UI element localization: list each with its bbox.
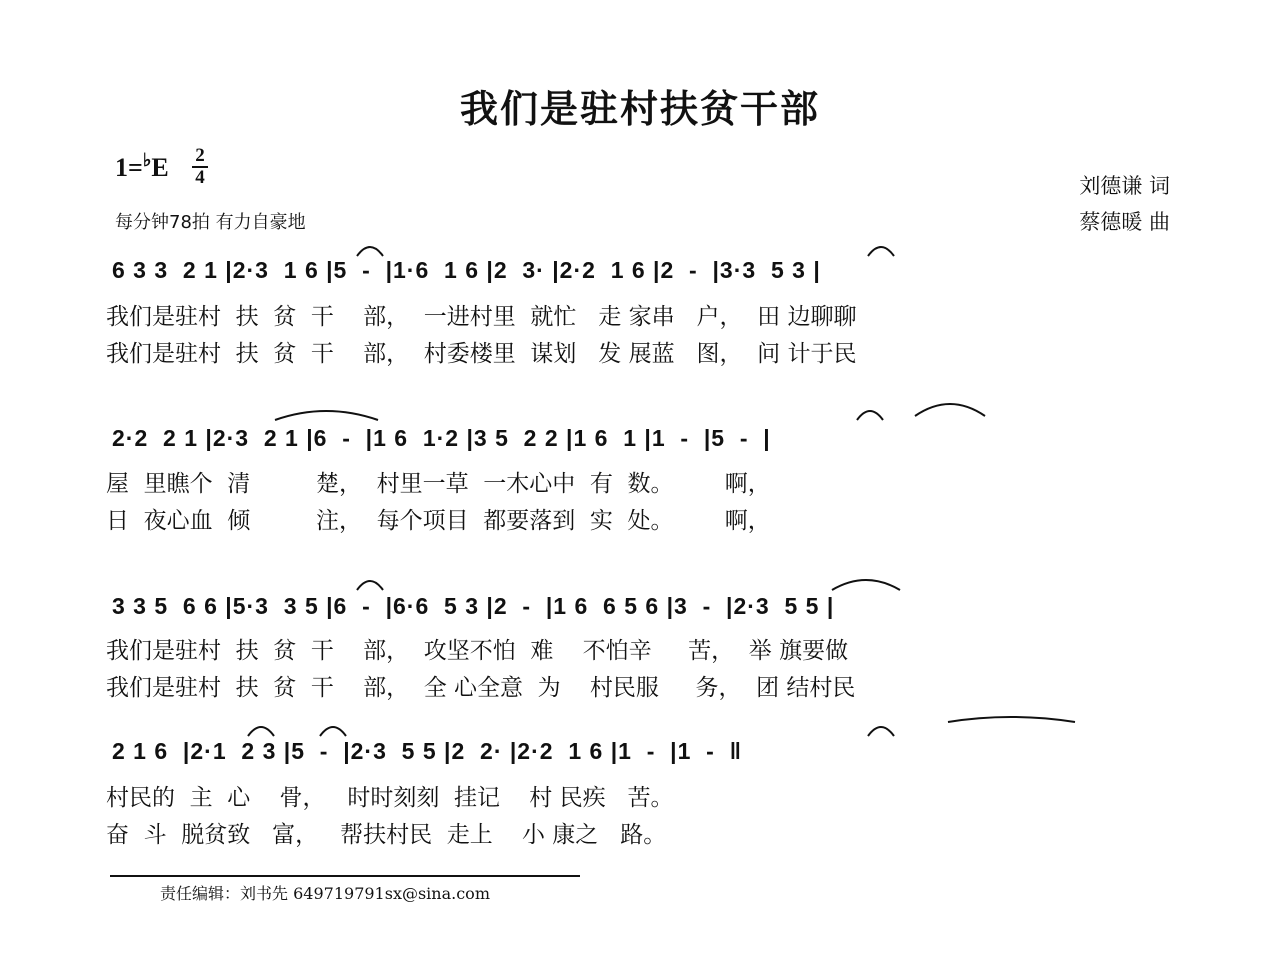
lyrics-line-4-verse-1: 村民的 主 心 骨， 时时刻刻 挂记 村 民疾 苦。 bbox=[106, 785, 674, 811]
flat-sign: ♭ bbox=[142, 150, 152, 170]
slur bbox=[320, 727, 346, 736]
notation-line-3: 3 3 5 6 6 |5·3 3 5 |6 - |6·6 5 3 |2 - |1 6 6 5 6 |3 - |2·3 5 5 | bbox=[112, 593, 835, 619]
editor-email: 649719791sx@sina.com bbox=[293, 884, 490, 903]
footer-rule bbox=[110, 875, 580, 877]
notation-line-4: 2 1 6 |2·1 2 3 |5 - |2·3 5 5 |2 2· |2·2 1 6 |1 - |1 - ‖ bbox=[112, 738, 743, 764]
lyrics-line-3-verse-1: 我们是驻村 扶 贫 干 部， 攻坚不怕 难 不怕辛 苦， 举 旗要做 bbox=[106, 638, 849, 664]
tempo-marking: 每分钟78拍 有力自豪地 bbox=[115, 212, 306, 233]
slur bbox=[357, 581, 383, 590]
lyrics-line-4-verse-2: 奋 斗 脱贫致 富， 帮扶村民 走上 小 康之 路。 bbox=[106, 822, 667, 848]
editor-footer bbox=[160, 881, 490, 904]
slur bbox=[357, 247, 383, 256]
key-note: E bbox=[151, 153, 169, 182]
notation-line-1: 6 3 3 2 1 |2·3 1 6 |5 - |1·6 1 6 |2 3· |2·2 1 6 |2 - |3·3 5 3 | bbox=[112, 257, 821, 283]
lyrics-line-2-verse-1: 屋 里瞧个 清 楚， 村里一草 一木心中 有 数。 啊， bbox=[106, 471, 771, 497]
slur bbox=[857, 411, 883, 420]
time-bottom: 4 bbox=[195, 167, 205, 188]
key-prefix: 1= bbox=[115, 153, 143, 182]
slur bbox=[868, 727, 894, 736]
time-top: 2 bbox=[195, 145, 205, 166]
lyrics-line-1-verse-2: 我们是驻村 扶 贫 干 部， 村委楼里 谋划 发 展蓝 图， 问 计于民 bbox=[106, 341, 857, 367]
slur bbox=[248, 727, 274, 736]
slur bbox=[868, 247, 894, 256]
slur bbox=[275, 411, 378, 420]
lyrics-line-1-verse-1: 我们是驻村 扶 贫 干 部， 一进村里 就忙 走 家串 户， 田 边聊聊 bbox=[106, 304, 857, 330]
editor-label: 责任编辑：刘书先 bbox=[160, 884, 289, 903]
composer-credit: 蔡德暖 曲 bbox=[1079, 210, 1170, 234]
page-title: 我们是驻村扶贫干部 bbox=[459, 86, 820, 131]
lyrics-line-3-verse-2: 我们是驻村 扶 贫 干 部， 全 心全意 为 村民服 务， 团 结村民 bbox=[106, 675, 856, 701]
slur bbox=[915, 404, 985, 416]
tie bbox=[948, 717, 1075, 722]
slur bbox=[832, 580, 900, 590]
lyricist-credit: 刘德谦 词 bbox=[1079, 174, 1170, 198]
notation-line-2: 2·2 2 1 |2·3 2 1 |6 - |1 6 1·2 |3 5 2 2 |1 6 1 |1 - |5 - | bbox=[112, 425, 771, 451]
lyrics-line-2-verse-2: 日 夜心血 倾 注， 每个项目 都要落到 实 处。 啊， bbox=[106, 508, 771, 534]
